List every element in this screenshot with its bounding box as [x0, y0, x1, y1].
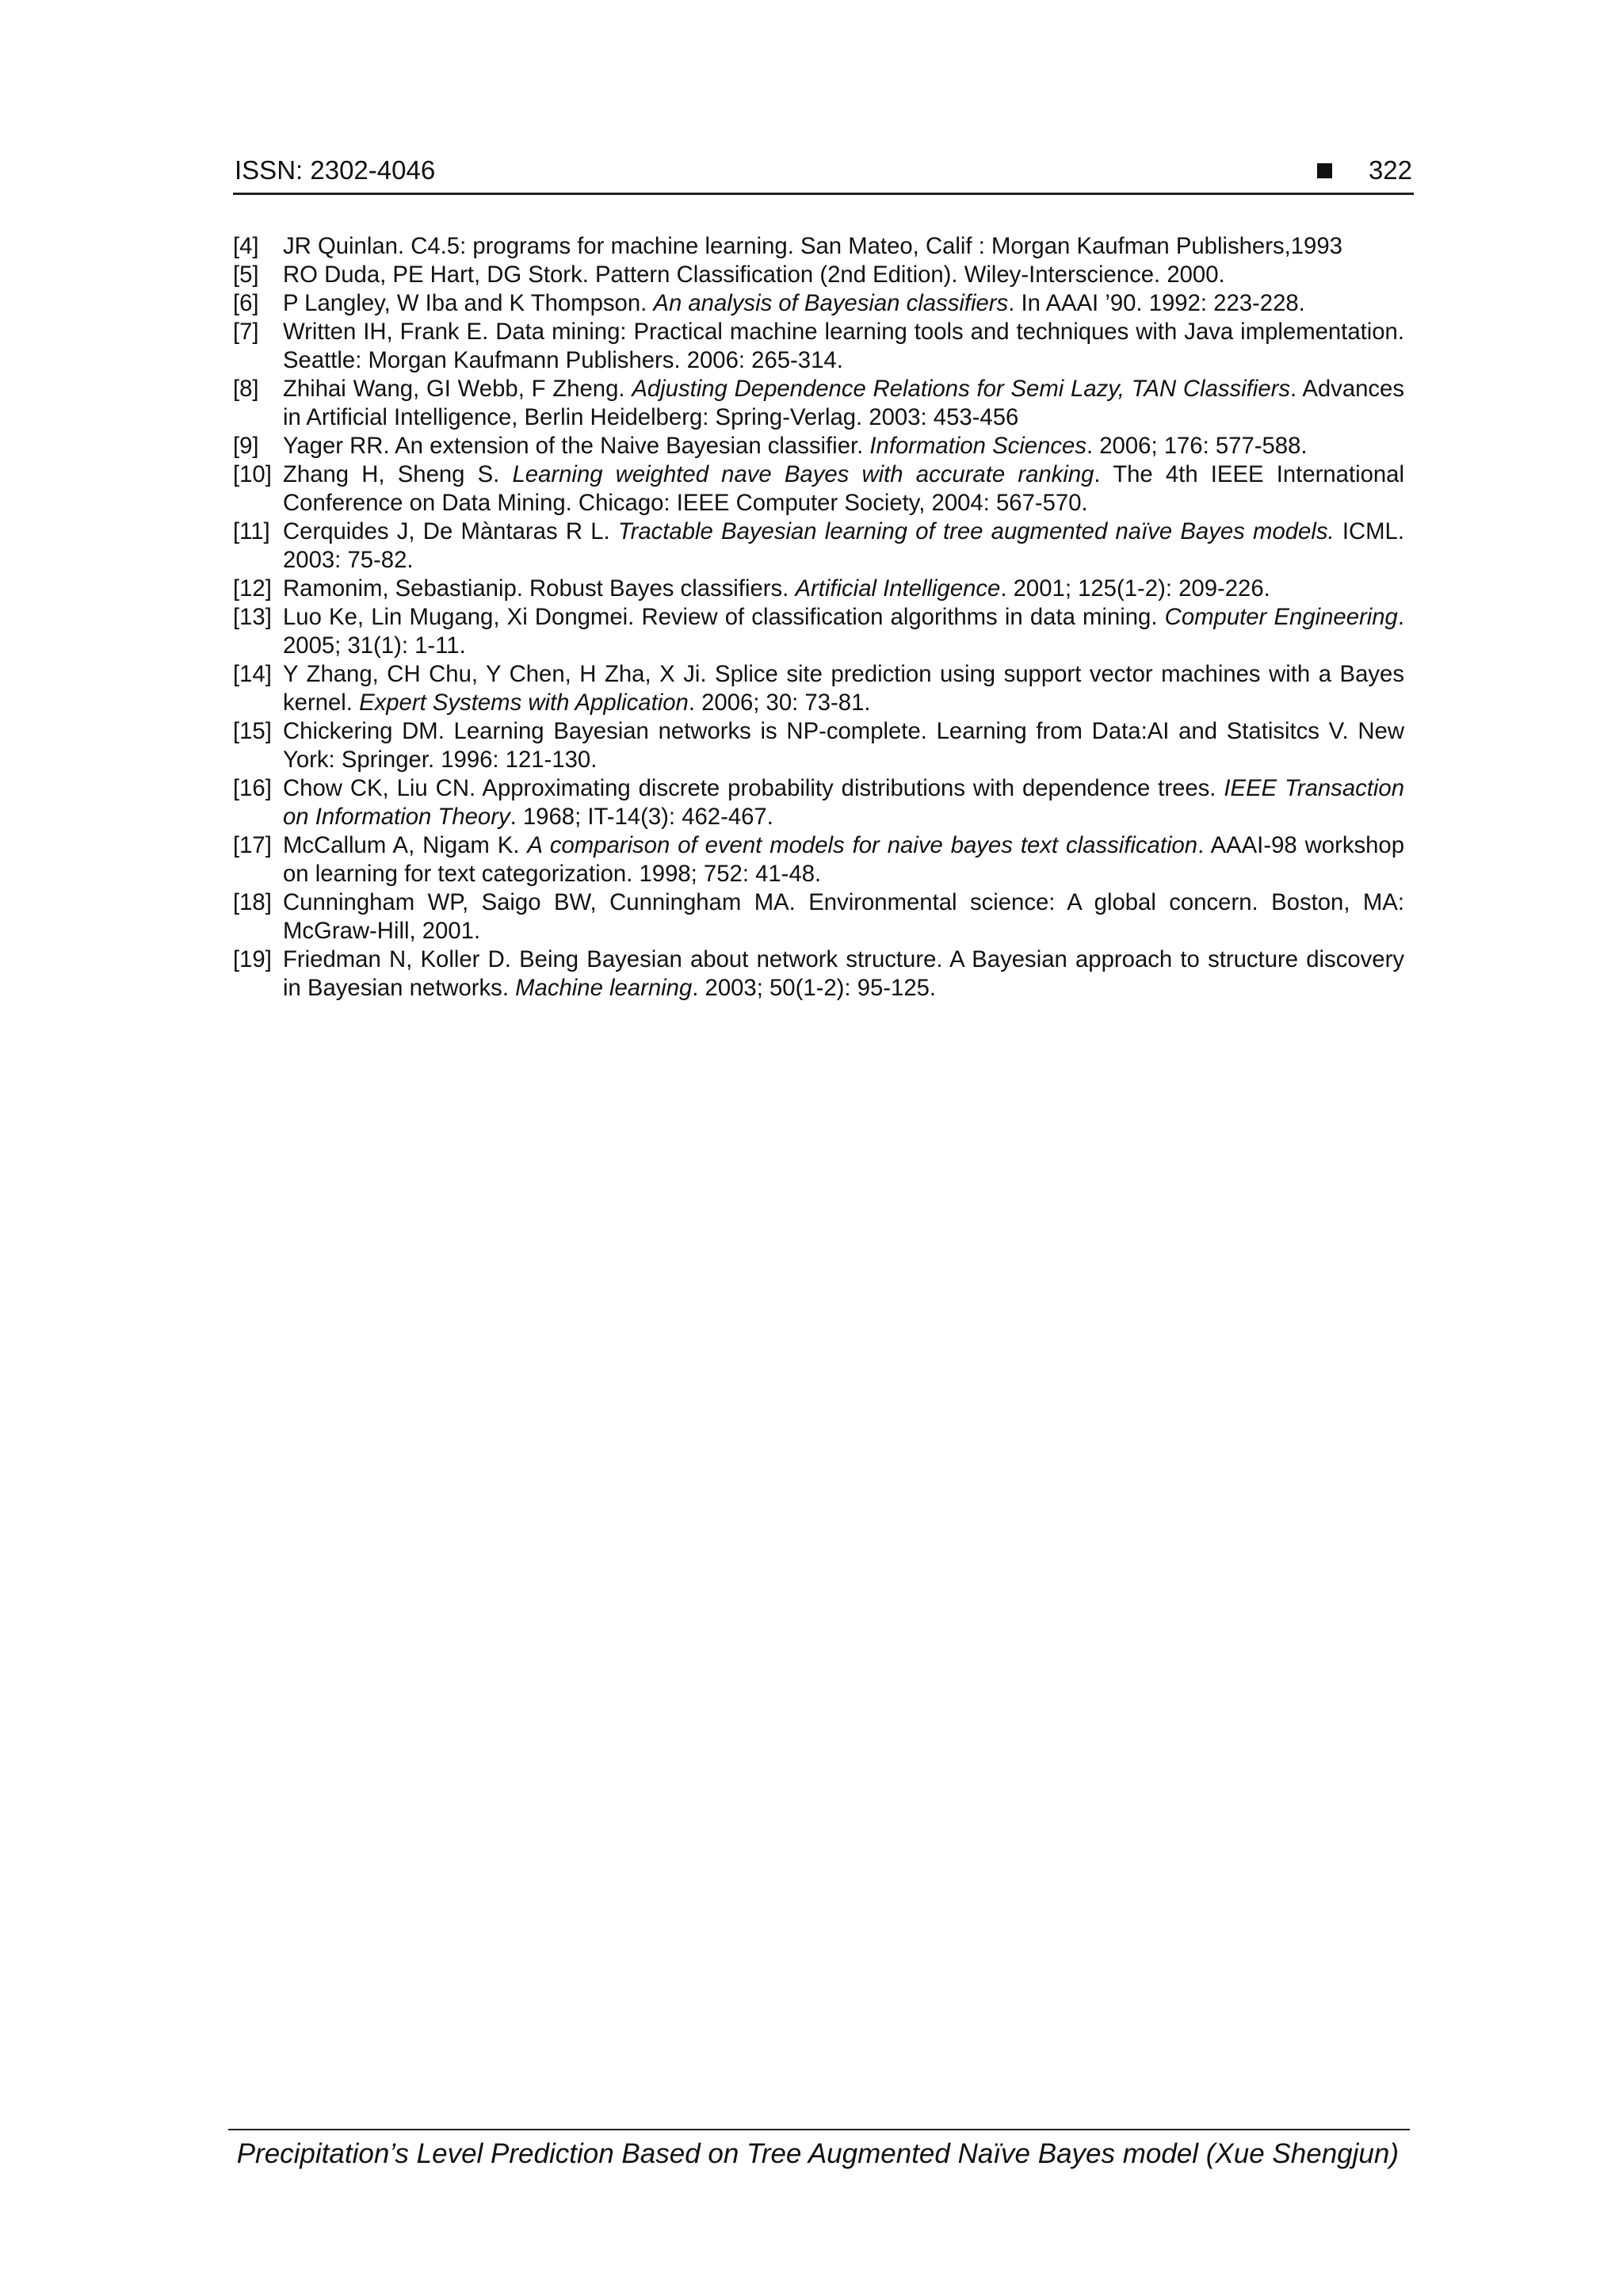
reference-text: . 2003; 50(1-2): 95-125.	[692, 975, 937, 1001]
reference-text: . In AAAI ’90. 1992: 223-228.	[1008, 290, 1305, 316]
footer-paper-title: Precipitation’s Level Prediction Based on Tree Augmented Naïve Bayes model (Xue Shengjun)	[236, 2138, 1399, 2169]
reference-item	[233, 460, 1404, 518]
reference-text: . 2006; 176: 577-588.	[1086, 433, 1308, 459]
reference-text: ICML. 2003: 75-82.	[283, 518, 1404, 573]
reference-italic-title: An analysis of Bayesian classifiers	[653, 290, 1009, 316]
reference-number: [6]	[233, 290, 259, 316]
reference-number: [17]	[233, 832, 272, 858]
reference-item	[233, 831, 1404, 888]
reference-list	[233, 232, 1404, 1003]
reference-number: [11]	[233, 518, 270, 544]
reference-text: Cerquides J, De Màntaras R L.	[283, 518, 618, 544]
reference-text: Ramonim, Sebastianip. Robust Bayes classifiers.	[283, 575, 796, 602]
reference-number: [5]	[233, 262, 259, 288]
reference-italic-title: A comparison of event models for naive bayes text classification	[527, 832, 1198, 858]
reference-text: . 1968; IT-14(3): 462-467.	[510, 804, 773, 830]
reference-text: P Langley, W Iba and K Thompson.	[283, 290, 654, 316]
reference-item	[233, 774, 1404, 831]
reference-item	[233, 318, 1404, 375]
reference-item	[233, 717, 1404, 774]
reference-italic-title: Information Sciences	[869, 433, 1086, 459]
reference-italic-title: Expert Systems with Application	[359, 690, 689, 716]
reference-item	[233, 575, 1404, 603]
reference-item	[233, 232, 1404, 261]
reference-item	[233, 888, 1404, 946]
reference-item	[233, 660, 1404, 717]
journal-issn: ISSN: 2302-4046	[235, 155, 436, 185]
reference-number: [16]	[233, 775, 272, 801]
reference-number: [19]	[233, 946, 272, 972]
reference-number: [9]	[233, 433, 259, 459]
page-number-group	[1317, 155, 1412, 185]
reference-text: . The 4th IEEE International Conference on Data Mining. Chicago: IEEE Computer Society, 2004: 567-570.	[283, 461, 1404, 516]
reference-item	[233, 432, 1404, 460]
reference-item	[233, 603, 1404, 660]
reference-number: [10]	[233, 461, 272, 487]
reference-number: [13]	[233, 604, 272, 630]
reference-italic-title: Artificial Intelligence	[795, 575, 1001, 602]
reference-italic-title: Computer Engineering	[1164, 604, 1398, 630]
reference-number: [4]	[233, 233, 259, 259]
reference-text: Written IH, Frank E. Data mining: Practical machine learning tools and techniques with Java implementation. Seattle: Morgan Kaufmann Publishers. 2006: 265-314.	[283, 319, 1404, 373]
reference-item	[233, 375, 1404, 432]
page-header	[233, 151, 1414, 195]
reference-number: [15]	[233, 718, 272, 744]
reference-italic-title: Tractable Bayesian learning of tree augmented naïve Bayes models.	[617, 518, 1335, 544]
page-number: 322	[1368, 155, 1412, 185]
reference-number: [8]	[233, 376, 259, 402]
reference-text: Luo Ke, Lin Mugang, Xi Dongmei. Review of classification algorithms in data mining.	[283, 604, 1165, 630]
reference-text: . 2001; 125(1-2): 209-226.	[1000, 575, 1270, 602]
reference-italic-title: IEEE Transaction on Information Theory	[283, 775, 1404, 830]
reference-item	[233, 261, 1404, 289]
black-square-icon	[1317, 163, 1332, 178]
reference-text: . 2006; 30: 73-81.	[688, 690, 871, 716]
reference-text: Chickering DM. Learning Bayesian networks is NP-complete. Learning from Data:AI and Statisitcs V. New York: Springer. 1996: 121-130.	[283, 718, 1404, 773]
page-footer	[228, 2129, 1410, 2169]
reference-text: Friedman N, Koller D. Being Bayesian about network structure. A Bayesian approach to structure discovery in Bayesian networks.	[283, 946, 1404, 1001]
reference-italic-title: Adjusting Dependence Relations for Semi Lazy, TAN Classifiers	[632, 376, 1291, 402]
reference-text: Zhihai Wang, GI Webb, F Zheng.	[283, 376, 632, 402]
reference-italic-title: Learning weighted nave Bayes with accurate ranking	[512, 461, 1094, 487]
reference-text: . 2005; 31(1): 1-11.	[283, 604, 1404, 659]
reference-text: Cunningham WP, Saigo BW, Cunningham MA. Environmental science: A global concern. Boston, MA: McGraw-Hill, 2001.	[283, 889, 1404, 944]
reference-italic-title: Machine learning	[515, 975, 693, 1001]
reference-text: McCallum A, Nigam K.	[283, 832, 528, 858]
reference-text: . AAAI-98 workshop on learning for text categorization. 1998; 752: 41-48.	[283, 832, 1405, 887]
reference-text: Y Zhang, CH Chu, Y Chen, H Zha, X Ji. Splice site prediction using support vector machines with a Bayes kernel.	[283, 661, 1404, 716]
reference-text: Yager RR. An extension of the Naive Bayesian classifier.	[283, 433, 870, 459]
reference-item	[233, 289, 1404, 318]
reference-text: JR Quinlan. C4.5: programs for machine learning. San Mateo, Calif : Morgan Kaufman Publishers,1993	[283, 233, 1342, 259]
reference-item	[233, 518, 1404, 575]
reference-number: [14]	[233, 661, 272, 687]
reference-number: [7]	[233, 319, 259, 345]
reference-number: [12]	[233, 575, 272, 602]
reference-number: [18]	[233, 889, 272, 915]
reference-text: . Advances in Artificial Intelligence, Berlin Heidelberg: Spring-Verlag. 2003: 453-456	[283, 376, 1404, 430]
reference-text: Chow CK, Liu CN. Approximating discrete probability distributions with dependence trees.	[283, 775, 1224, 801]
reference-text: Zhang H, Sheng S.	[283, 461, 513, 487]
reference-text: RO Duda, PE Hart, DG Stork. Pattern Classification (2nd Edition). Wiley-Interscience. 2000.	[283, 262, 1225, 288]
reference-item	[233, 946, 1404, 1003]
